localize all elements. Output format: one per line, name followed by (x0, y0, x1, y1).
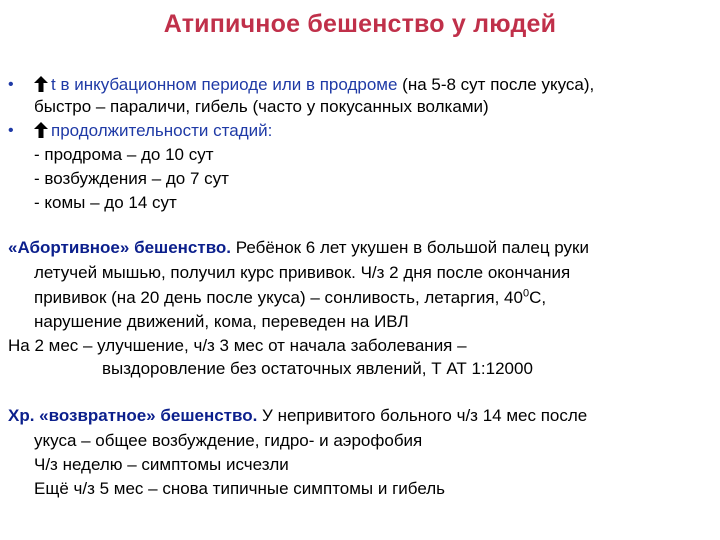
stage-coma: - комы – до 14 сут (34, 193, 177, 212)
chronic-line-4: Ещё ч/з 5 мес – снова типичные симптомы и гибель (34, 479, 446, 498)
bullet-2-lead: продолжительности стадий: (51, 121, 273, 140)
abortive-line-6: выздоровление без остаточных явлений, Т АТ 1:12000 (102, 359, 533, 378)
abortive-line-2: летучей мышью, получил курс прививок. Ч/з 2 дня после окончания (34, 263, 571, 282)
bullet-1-line-2: быстро – параличи, гибель (часто у покусанных волками) (34, 97, 489, 116)
bullet-2-line-1 (34, 120, 272, 142)
chronic-line-1 (8, 405, 587, 427)
abortive-text-3: прививок (на 20 день после укуса) – сонливость, летаргия, 40 (34, 288, 523, 307)
abortive-text-3b: С, (529, 288, 547, 307)
arrow-up-icon (34, 76, 48, 92)
stage-excitation: - возбуждения – до 7 сут (34, 169, 229, 188)
bullet-1-lead-rest: (на 5-8 сут после укуса), (397, 75, 595, 94)
abortive-line-5: На 2 мес – улучшение, ч/з 3 мес от начала заболевания – (8, 336, 467, 355)
stage-prodrome: - продрома – до 10 сут (34, 145, 214, 164)
bullet-dot: • (8, 76, 14, 93)
abortive-line-4: нарушение движений, кома, переведен на ИВЛ (34, 312, 409, 331)
abortive-text-1: Ребёнок 6 лет укушен в большой палец руки (231, 238, 589, 257)
slide-title: Атипичное бешенство у людей (163, 10, 557, 38)
abortive-line-1 (8, 237, 589, 259)
abortive-line-3 (34, 287, 546, 309)
chronic-line-3: Ч/з неделю – симптомы исчезли (34, 455, 289, 474)
chronic-text-1: У непривитого больного ч/з 14 мес после (257, 406, 588, 425)
chronic-heading: Хр. «возвратное» бешенство. (8, 406, 258, 425)
bullet-1-lead: t в инкубационном периоде или в продроме (51, 75, 398, 94)
bullet-dot: • (8, 122, 14, 139)
degree-sup: 0 (522, 287, 530, 300)
chronic-line-2: укуса – общее возбуждение, гидро- и аэрофобия (34, 431, 423, 450)
abortive-heading: «Абортивное» бешенство. (8, 238, 232, 257)
arrow-up-icon (34, 122, 48, 138)
bullet-1-line-1 (34, 74, 594, 96)
